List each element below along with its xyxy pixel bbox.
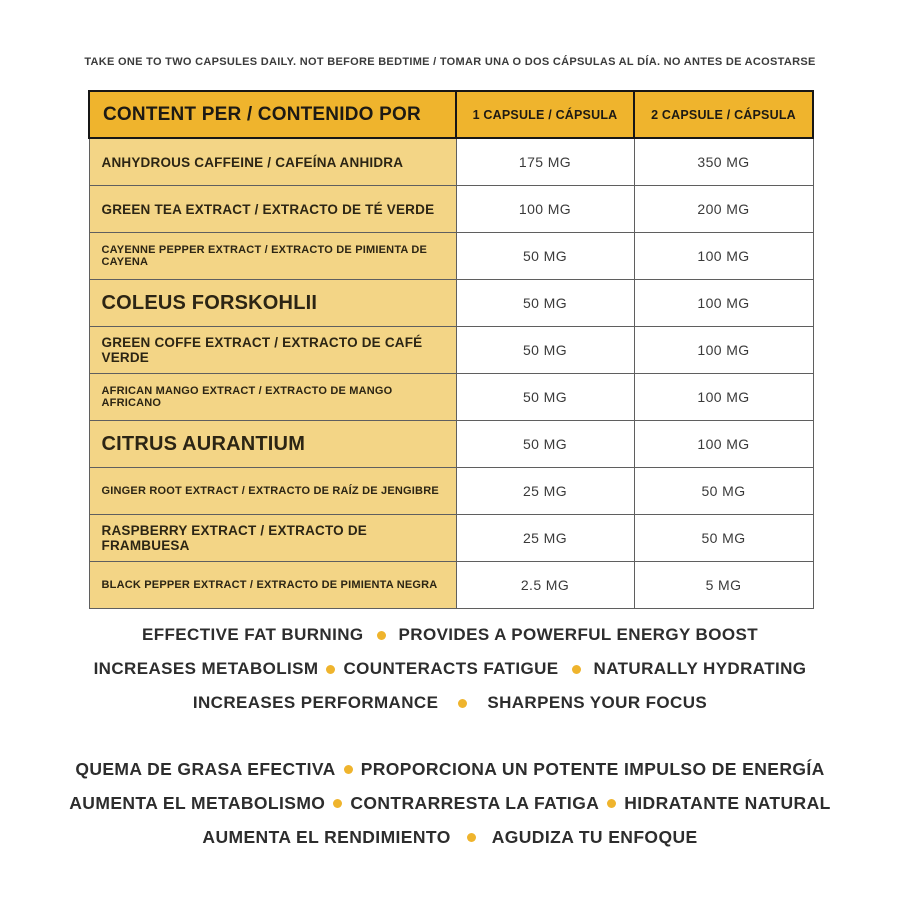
amount-two-capsule: 100 MG: [634, 280, 813, 327]
amount-two-capsule: 100 MG: [634, 233, 813, 280]
amount-two-capsule: 100 MG: [634, 374, 813, 421]
ingredient-name: CITRUS AURANTIUM: [89, 421, 456, 468]
benefit-item: CONTRARRESTA LA FATIGA: [350, 793, 600, 813]
amount-one-capsule: 2.5 MG: [456, 562, 634, 609]
supplement-facts-table: [88, 90, 814, 609]
ingredient-name: COLEUS FORSKOHLII: [89, 280, 456, 327]
table-header: [89, 91, 813, 138]
amount-one-capsule: 25 MG: [456, 468, 634, 515]
amount-two-capsule: 200 MG: [634, 186, 813, 233]
dosage-disclaimer: TAKE ONE TO TWO CAPSULES DAILY. NOT BEFORE BEDTIME / TOMAR UNA O DOS CÁPSULAS AL DÍA. NO ANTES DE ACOSTARSE: [84, 56, 816, 68]
benefit-item: PROVIDES A POWERFUL ENERGY BOOST: [398, 625, 758, 644]
table-row: [89, 186, 813, 233]
header-one-capsule: 1 CAPSULE / CÁPSULA: [456, 91, 634, 138]
benefit-item: COUNTERACTS FATIGUE: [343, 659, 559, 678]
benefits-list-english: [0, 618, 900, 720]
bullet-dot-icon: [377, 631, 386, 640]
amount-two-capsule: 50 MG: [634, 468, 813, 515]
table-row: [89, 421, 813, 468]
amount-two-capsule: 100 MG: [634, 421, 813, 468]
benefits-list-spanish: [0, 752, 900, 854]
ingredient-name: GREEN TEA EXTRACT / EXTRACTO DE TÉ VERDE: [89, 186, 456, 233]
header-content-per: CONTENT PER / CONTENIDO POR: [89, 91, 456, 138]
table-row: [89, 562, 813, 609]
benefits-line: [0, 786, 900, 820]
amount-two-capsule: 50 MG: [634, 515, 813, 562]
table-row: [89, 468, 813, 515]
amount-one-capsule: 175 MG: [456, 138, 634, 186]
amount-one-capsule: 50 MG: [456, 233, 634, 280]
benefits-line: [0, 618, 900, 652]
amount-one-capsule: 50 MG: [456, 280, 634, 327]
benefit-item: NATURALLY HYDRATING: [593, 659, 807, 678]
benefit-item: HIDRATANTE NATURAL: [624, 793, 831, 813]
ingredient-name: ANHYDROUS CAFFEINE / CAFEÍNA ANHIDRA: [89, 138, 456, 186]
ingredient-name: GREEN COFFE EXTRACT / EXTRACTO DE CAFÉ VERDE: [89, 327, 456, 374]
benefits-line: [0, 652, 900, 686]
benefit-item: AUMENTA EL RENDIMIENTO: [202, 827, 451, 847]
benefit-item: SHARPENS YOUR FOCUS: [487, 693, 708, 712]
table-row: [89, 233, 813, 280]
bullet-dot-icon: [467, 833, 476, 842]
benefit-item: QUEMA DE GRASA EFECTIVA: [75, 759, 336, 779]
amount-two-capsule: 5 MG: [634, 562, 813, 609]
benefit-item: INCREASES PERFORMANCE: [192, 693, 439, 712]
table-row: [89, 515, 813, 562]
benefit-item: PROPORCIONA UN POTENTE IMPULSO DE ENERGÍA: [360, 759, 825, 779]
benefits-line: [0, 686, 900, 720]
amount-one-capsule: 25 MG: [456, 515, 634, 562]
ingredient-name: CAYENNE PEPPER EXTRACT / EXTRACTO DE PIMIENTA DE CAYENA: [89, 233, 456, 280]
table-row: [89, 138, 813, 186]
benefit-item: AGUDIZA TU ENFOQUE: [491, 827, 698, 847]
amount-one-capsule: 50 MG: [456, 421, 634, 468]
bullet-dot-icon: [344, 765, 353, 774]
header-two-capsule: 2 CAPSULE / CÁPSULA: [634, 91, 813, 138]
table-row: [89, 374, 813, 421]
amount-one-capsule: 50 MG: [456, 327, 634, 374]
benefits-line: [0, 752, 900, 786]
ingredient-name: BLACK PEPPER EXTRACT / EXTRACTO DE PIMIENTA NEGRA: [89, 562, 456, 609]
benefit-item: INCREASES METABOLISM: [93, 659, 319, 678]
ingredient-name: RASPBERRY EXTRACT / EXTRACTO DE FRAMBUESA: [89, 515, 456, 562]
bullet-dot-icon: [572, 665, 581, 674]
table-row: [89, 327, 813, 374]
benefit-item: AUMENTA EL METABOLISMO: [69, 793, 326, 813]
amount-two-capsule: 100 MG: [634, 327, 813, 374]
ingredient-name: GINGER ROOT EXTRACT / EXTRACTO DE RAÍZ DE JENGIBRE: [89, 468, 456, 515]
benefits-line: [0, 820, 900, 854]
bullet-dot-icon: [333, 799, 342, 808]
table-row: [89, 280, 813, 327]
benefit-item: EFFECTIVE FAT BURNING: [142, 625, 364, 644]
amount-two-capsule: 350 MG: [634, 138, 813, 186]
bullet-dot-icon: [607, 799, 616, 808]
ingredient-name: AFRICAN MANGO EXTRACT / EXTRACTO DE MANGO AFRICANO: [89, 374, 456, 421]
bullet-dot-icon: [326, 665, 335, 674]
amount-one-capsule: 50 MG: [456, 374, 634, 421]
amount-one-capsule: 100 MG: [456, 186, 634, 233]
bullet-dot-icon: [458, 699, 467, 708]
